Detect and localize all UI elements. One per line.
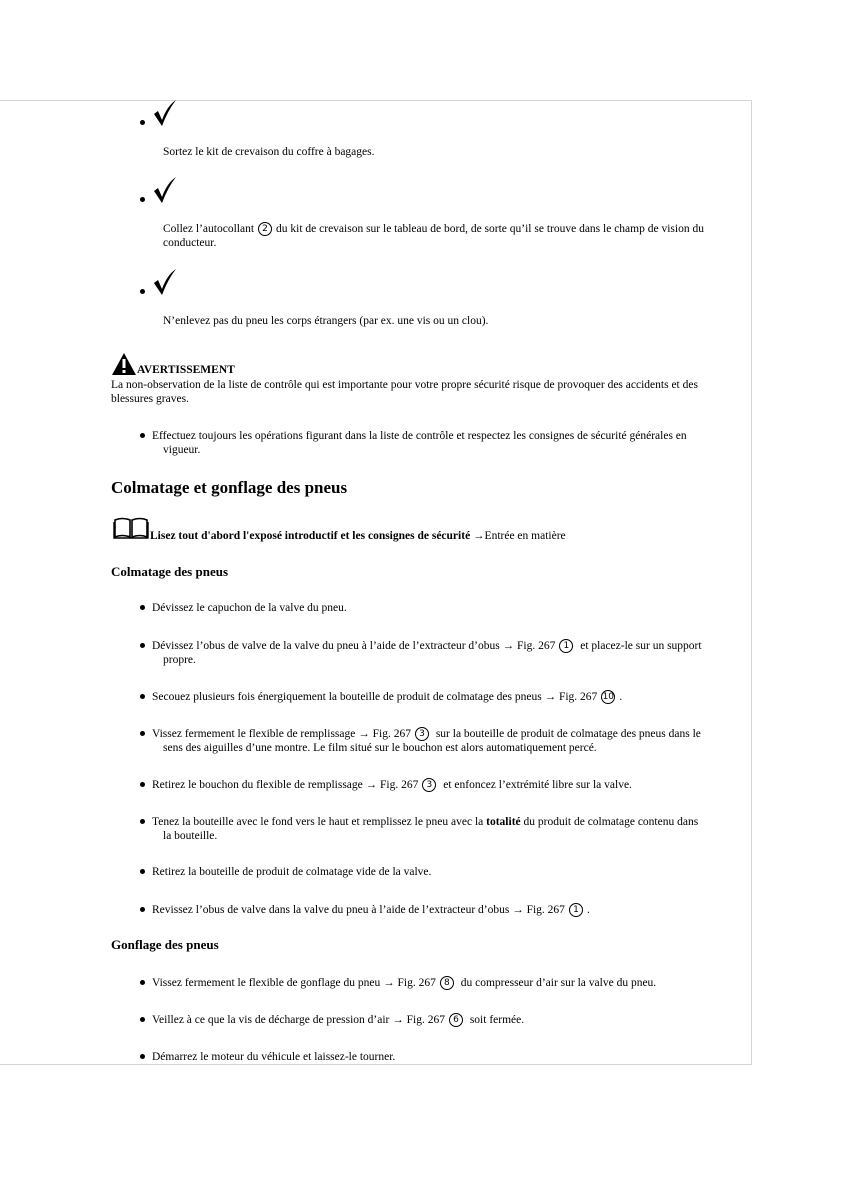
callout-number: 1 bbox=[559, 639, 573, 653]
figure-reference[interactable]: → Fig. 267 bbox=[392, 1014, 445, 1026]
list-item: Retirez le bouchon du flexible de remplissage → Fig. 267 3 et enfoncez l’extrémité libre sur la valve. bbox=[152, 779, 632, 791]
list-bullet bbox=[140, 782, 145, 787]
list-item-cont: propre. bbox=[163, 654, 196, 666]
list-item: Vissez fermement le flexible de remplissage → Fig. 267 3 sur la bouteille de produit de colmatage des pneus dans le bbox=[152, 728, 701, 740]
list-bullet bbox=[140, 819, 145, 824]
warning-text: La non-observation de la liste de contrôle qui est importante pour votre propre sécurité risque de provoquer des accidents et des bbox=[111, 379, 698, 391]
list-item: Dévissez le capuchon de la valve du pneu. bbox=[152, 602, 347, 614]
callout-number: 3 bbox=[415, 727, 429, 741]
list-bullet bbox=[140, 980, 145, 985]
callout-number: 2 bbox=[258, 222, 272, 236]
warning-bullet-text: Effectuez toujours les opérations figurant dans la liste de contrôle et respectez les consignes de sécurité générales en bbox=[152, 430, 687, 442]
section-title: Colmatage et gonflage des pneus bbox=[111, 478, 348, 497]
list-item: Veillez à ce que la vis de décharge de pression d’air → Fig. 267 6 soit fermée. bbox=[152, 1014, 525, 1026]
list-bullet bbox=[140, 1017, 145, 1022]
list-item: Tenez la bouteille avec le fond vers le haut et remplissez le pneu avec la totalité du produit de colmatage contenu dans bbox=[152, 816, 699, 828]
callout-number: 6 bbox=[449, 1013, 463, 1027]
checkmark-icon bbox=[152, 98, 178, 128]
list-bullet bbox=[140, 869, 145, 874]
figure-reference[interactable]: → Fig. 267 bbox=[512, 904, 565, 916]
list-item: Démarrez le moteur du véhicule et laissez-le tourner. bbox=[152, 1051, 396, 1063]
figure-reference[interactable]: → Fig. 267 bbox=[502, 640, 556, 652]
list-item: Vissez fermement le flexible de gonflage du pneu → Fig. 267 8 du compresseur d’air sur la valve du pneu. bbox=[152, 977, 657, 989]
callout-number: 1 bbox=[569, 903, 583, 917]
warning-text-cont: blessures graves. bbox=[111, 393, 189, 405]
checklist-item-text: Sortez le kit de crevaison du coffre à bagages. bbox=[163, 146, 375, 158]
figure-reference[interactable]: → Fig. 267 bbox=[383, 977, 436, 989]
checkmark-icon bbox=[152, 175, 178, 205]
warning-bullet bbox=[140, 433, 145, 438]
checklist-bullet bbox=[140, 289, 145, 294]
checklist-item-text: N’enlevez pas du pneu les corps étrangers (par ex. une vis ou un clou). bbox=[163, 315, 489, 327]
figure-reference[interactable]: → Fig. 267 bbox=[358, 728, 411, 740]
subsection-title-colmatage: Colmatage des pneus bbox=[111, 564, 229, 579]
intro-note: Lisez tout d'abord l'exposé introductif et les consignes de sécurité →Entrée en matière bbox=[150, 530, 566, 542]
page-frame bbox=[0, 100, 752, 1065]
book-icon bbox=[113, 517, 149, 539]
list-item: Secouez plusieurs fois énergiquement la bouteille de produit de colmatage des pneus → Fig. 267 10 . bbox=[152, 691, 623, 703]
subsection-title-gonflage: Gonflage des pneus bbox=[111, 937, 219, 952]
list-item: Revissez l’obus de valve dans la valve du pneu à l’aide de l’extracteur d’obus → Fig. 267 1 . bbox=[152, 904, 590, 916]
warning-icon bbox=[111, 352, 137, 376]
checklist-item-text: Collez l’autocollant 2 du kit de crevaison sur le tableau de bord, de sorte qu’il se trouve dans le champ de vision du bbox=[163, 223, 704, 235]
warning-bullet-text-cont: vigueur. bbox=[163, 444, 201, 456]
list-bullet bbox=[140, 643, 145, 648]
warning-title: AVERTISSEMENT bbox=[137, 364, 235, 376]
figure-reference[interactable]: → Fig. 267 bbox=[544, 691, 598, 703]
checkmark-icon bbox=[152, 267, 178, 297]
intro-link[interactable]: →Entrée en matière bbox=[473, 530, 566, 542]
callout-number: 10 bbox=[602, 692, 615, 703]
checklist-item-text-cont: conducteur. bbox=[163, 237, 217, 249]
list-item-cont: sens des aiguilles d’une montre. Le film situé sur le bouchon est alors automatiquement percé. bbox=[163, 742, 597, 754]
list-bullet bbox=[140, 1054, 145, 1059]
list-item-cont: la bouteille. bbox=[163, 830, 218, 842]
list-bullet bbox=[140, 731, 145, 736]
list-bullet bbox=[140, 694, 145, 699]
list-item: Dévissez l’obus de valve de la valve du pneu à l’aide de l’extracteur d’obus → Fig. 267 1 et placez-le sur un support bbox=[152, 640, 702, 652]
figure-reference[interactable]: → Fig. 267 bbox=[365, 779, 419, 791]
list-bullet bbox=[140, 605, 145, 610]
callout-number: 8 bbox=[440, 976, 454, 990]
callout-number: 3 bbox=[422, 778, 436, 792]
list-bullet bbox=[140, 907, 145, 912]
checklist-bullet bbox=[140, 197, 145, 202]
checklist-bullet bbox=[140, 120, 145, 125]
list-item: Retirez la bouteille de produit de colmatage vide de la valve. bbox=[152, 866, 432, 878]
